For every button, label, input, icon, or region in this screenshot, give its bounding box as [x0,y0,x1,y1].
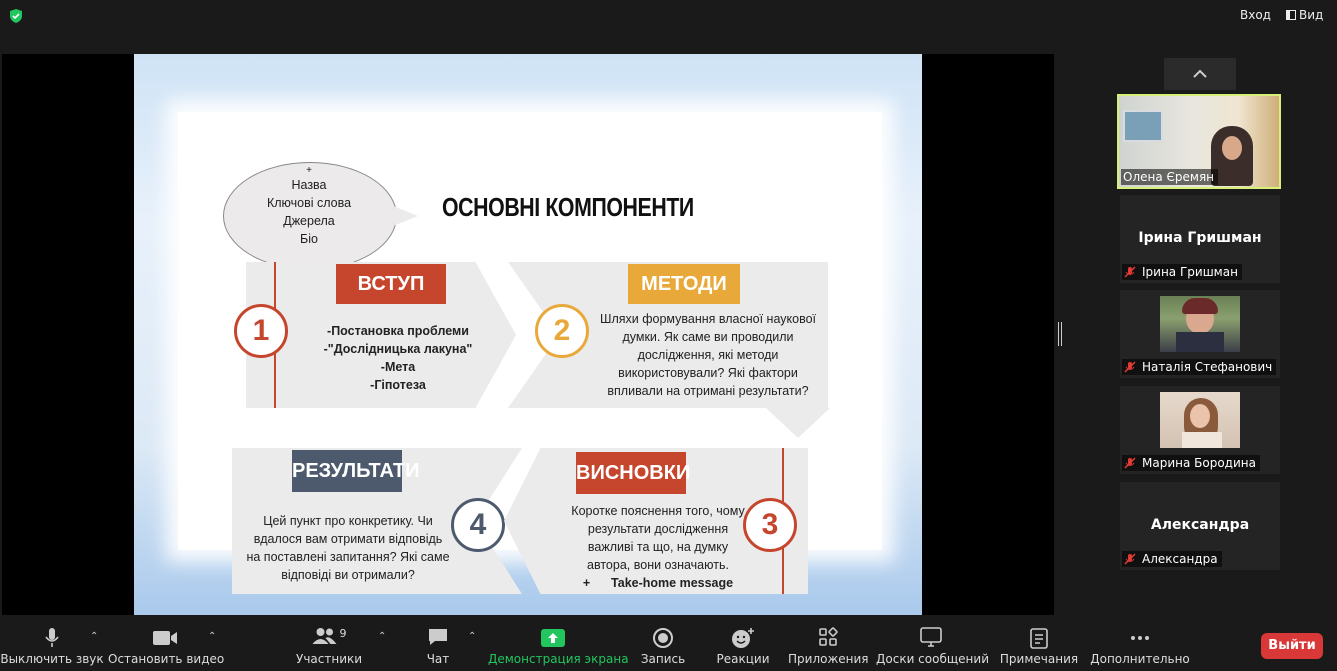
text-line: -"Дослідницька лакуна" [323,342,473,356]
more-button[interactable] [1090,615,1190,671]
participant-tile[interactable] [1120,386,1280,474]
section-methods-number: 2 [535,304,589,358]
bubble-line: Джерела [283,214,335,228]
meeting-toolbar [0,615,1337,671]
section-conclusions-text [558,502,758,592]
scroll-up-button[interactable] [1164,58,1236,90]
text-line: автора, вони означають. [587,558,729,572]
enter-button[interactable]: Вход [1240,8,1271,22]
stop-video-button[interactable] [108,615,225,671]
bubble-text [223,165,395,248]
section-conclusions-label: ВИСНОВКИ [576,452,686,494]
text-line: Цей пункт про конкретику. Чи [263,514,433,528]
section-results-number: 4 [451,498,505,552]
reactions-label: Реакции [716,652,770,666]
section-methods-text [590,310,826,400]
mic-muted-icon [1124,553,1136,565]
text-line: відповіді ви отримали? [281,568,415,582]
mic-muted-icon [1124,361,1136,373]
participant-name-tag [1122,455,1260,471]
text-line: Шляхи формування власної наукової [600,312,816,326]
mic-muted-icon [1124,457,1136,469]
text-line: -Постановка проблеми [327,324,469,338]
stop-video-label: Остановить видео [108,652,225,666]
bubble-line: Назва [291,178,327,192]
presentation-slide [134,54,922,615]
reactions-icon [731,627,755,649]
video-options-caret[interactable]: ⌃ [208,631,217,642]
record-button[interactable] [636,615,690,671]
record-icon [652,627,674,649]
section-conclusions-number: 3 [743,498,797,552]
section-methods-label: МЕТОДИ [628,264,740,304]
top-bar [0,0,1337,34]
text-line: використовували? Які фактори [618,366,798,380]
apps-icon [818,627,838,647]
slide-content [178,112,882,590]
share-screen-button[interactable] [488,615,629,671]
text-line: -Гіпотеза [370,378,426,392]
participant-name: Марина Бородина [1142,456,1256,470]
view-icon [1286,10,1296,20]
text-line: дослідження, які методи [637,348,779,362]
view-label: Вид [1299,8,1324,22]
video-camera-icon [152,629,178,647]
audio-options-caret[interactable]: ⌃ [90,631,99,642]
whiteboards-button[interactable] [876,615,989,671]
participant-name: Александра [1142,552,1218,566]
text-line: на поставлені запитання? Які саме [246,550,450,564]
shield-icon[interactable] [8,8,24,24]
apps-label: Приложения [788,652,869,666]
text-line: впливали на отримані результати? [607,384,809,398]
text-line: -Мета [380,360,416,374]
chat-label: Чат [426,652,450,666]
share-screen-icon [541,629,565,647]
participants-options-caret[interactable]: ⌃ [378,631,387,642]
bubble-plus: + [306,165,312,176]
participant-avatar [1160,392,1240,448]
chat-icon [427,627,449,647]
reactions-button[interactable] [714,615,772,671]
participant-name: Наталія Стефанович [1142,360,1273,374]
participant-tile[interactable] [1120,482,1280,570]
participant-tile-active-speaker[interactable] [1117,94,1281,189]
text-line: важливі та що, на думку [587,540,729,554]
chat-button[interactable] [414,615,462,671]
notes-button[interactable] [998,615,1080,671]
text-line: результати дослідження [587,522,729,536]
apps-button[interactable] [788,615,868,671]
notes-label: Примечания [999,652,1079,666]
section-intro-label: ВСТУП [336,264,446,304]
take-home-line: + Take-home message [582,576,734,590]
share-screen-label: Демонстрация экрана [488,652,629,666]
participant-name: Ірина Гришман [1142,265,1238,279]
video-background-window [1123,110,1163,142]
down-arrow-shape [766,408,830,438]
whiteboards-label: Доски сообщений [876,652,989,666]
section-results-text [238,512,458,584]
panel-resize-handle[interactable] [1058,322,1062,346]
mute-button[interactable] [0,615,104,671]
mute-label: Выключить звук [0,652,104,666]
participant-name: Олена Єремян [1123,170,1215,184]
chevron-up-icon [1192,69,1208,79]
section-intro-number: 1 [234,304,288,358]
microphone-icon [44,627,60,649]
participants-label: Участники [296,652,363,666]
participant-name-tag [1121,169,1218,185]
participants-icon [312,627,338,645]
mic-muted-icon [1124,266,1136,278]
participant-tile[interactable] [1120,195,1280,283]
chat-options-caret[interactable]: ⌃ [468,631,477,642]
bubble-line: Ключові слова [266,196,352,210]
whiteboard-icon [920,627,942,647]
participant-name-tag [1122,359,1276,375]
participant-name-tag [1122,264,1242,280]
text-line: Коротке пояснення того, чому [571,504,745,518]
participant-avatar [1160,296,1240,352]
participants-button[interactable] [296,615,362,671]
text-line: вдалося вам отримати відповідь [253,532,443,546]
notes-icon [1030,627,1048,649]
section-results-label: РЕЗУЛЬТАТИ [292,450,402,492]
text-line: думки. Як саме ви проводили [622,330,794,344]
participant-display-name: Александра [1150,517,1250,533]
participant-name-tag [1122,551,1222,567]
participants-icon-group [312,627,347,645]
participant-display-name: Ірина Гришман [1138,230,1262,246]
section-intro-text [298,322,498,394]
more-label: Дополнительно [1090,652,1190,666]
participant-tile[interactable] [1120,290,1280,378]
view-button[interactable] [1286,8,1323,22]
more-icon [1129,627,1151,649]
slide-title: ОСНОВНІ КОМПОНЕНТИ [442,192,694,222]
leave-button[interactable]: Выйти [1261,633,1323,659]
record-label: Запись [640,652,686,666]
bubble-line: Біо [300,232,318,246]
participants-count: 9 [339,627,347,640]
